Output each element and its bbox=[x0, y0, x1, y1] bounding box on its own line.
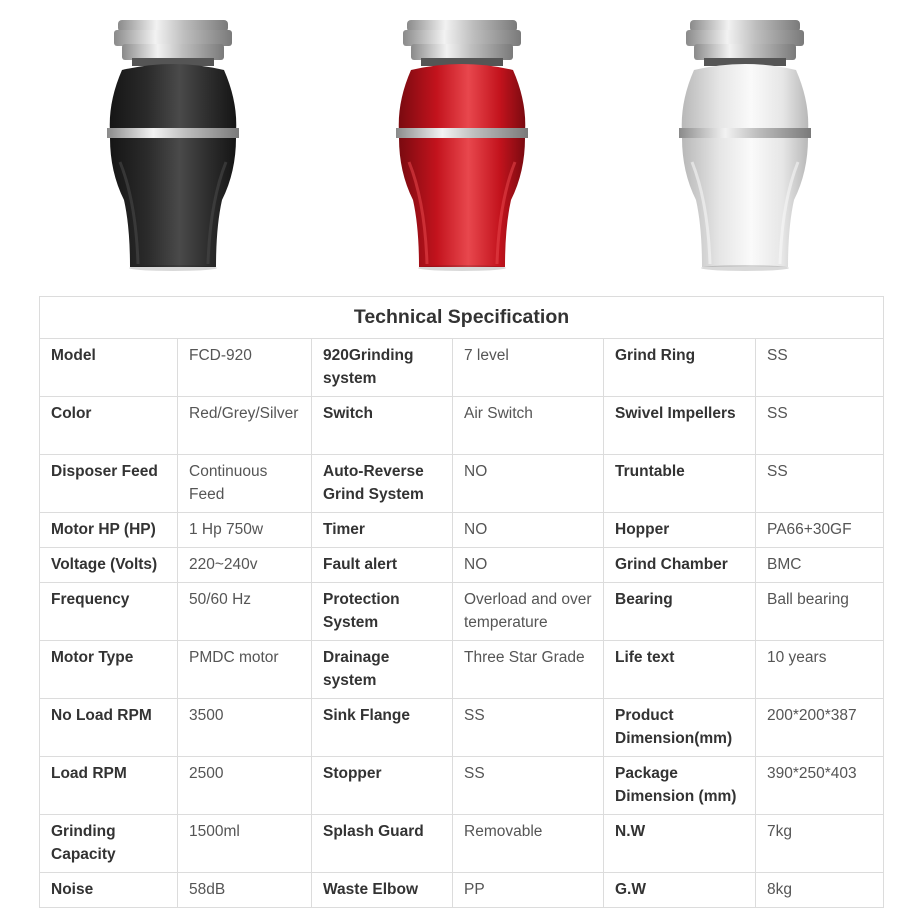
spec-label: Hopper bbox=[604, 513, 756, 548]
table-row bbox=[40, 815, 884, 873]
table-row bbox=[40, 757, 884, 815]
spec-value: 1500ml bbox=[178, 815, 312, 873]
spec-value: 10 years bbox=[756, 641, 884, 699]
spec-value: 220~240v bbox=[178, 548, 312, 583]
spec-value: 3500 bbox=[178, 699, 312, 757]
spec-label: Package Dimension (mm) bbox=[604, 757, 756, 815]
spec-value: Air Switch bbox=[453, 397, 604, 455]
product-images bbox=[0, 0, 921, 290]
spec-value: 58dB bbox=[178, 873, 312, 908]
spec-label: Switch bbox=[312, 397, 453, 455]
spec-value: SS bbox=[453, 757, 604, 815]
spec-label: Bearing bbox=[604, 583, 756, 641]
product-image-white bbox=[670, 12, 820, 274]
spec-label: Truntable bbox=[604, 455, 756, 513]
spec-value: PP bbox=[453, 873, 604, 908]
table-row bbox=[40, 339, 884, 397]
table-row bbox=[40, 873, 884, 908]
spec-label: Drainage system bbox=[312, 641, 453, 699]
spec-value: Ball bearing bbox=[756, 583, 884, 641]
disposer-red-icon bbox=[387, 12, 537, 274]
spec-label: Motor HP (HP) bbox=[40, 513, 178, 548]
spec-value: NO bbox=[453, 513, 604, 548]
table-row bbox=[40, 641, 884, 699]
spec-value: 1 Hp 750w bbox=[178, 513, 312, 548]
spec-label: Stopper bbox=[312, 757, 453, 815]
table-row bbox=[40, 513, 884, 548]
spec-value: Three Star Grade bbox=[453, 641, 604, 699]
table-row bbox=[40, 397, 884, 455]
spec-label: Disposer Feed bbox=[40, 455, 178, 513]
spec-label: Splash Guard bbox=[312, 815, 453, 873]
spec-value: 7kg bbox=[756, 815, 884, 873]
spec-value: 200*200*387 bbox=[756, 699, 884, 757]
spec-value: PA66+30GF bbox=[756, 513, 884, 548]
table-row bbox=[40, 699, 884, 757]
spec-label: No Load RPM bbox=[40, 699, 178, 757]
spec-value: PMDC motor bbox=[178, 641, 312, 699]
spec-value: 50/60 Hz bbox=[178, 583, 312, 641]
table-row bbox=[40, 455, 884, 513]
spec-label: Color bbox=[40, 397, 178, 455]
spec-label: G.W bbox=[604, 873, 756, 908]
table-title: Technical Specification bbox=[40, 297, 884, 339]
spec-value: 7 level bbox=[453, 339, 604, 397]
spec-value: Overload and over temperature bbox=[453, 583, 604, 641]
spec-label: Waste Elbow bbox=[312, 873, 453, 908]
spec-value: 2500 bbox=[178, 757, 312, 815]
spec-value: SS bbox=[756, 339, 884, 397]
disposer-black-icon bbox=[98, 12, 248, 274]
spec-value: Continuous Feed bbox=[178, 455, 312, 513]
spec-label: Voltage (Volts) bbox=[40, 548, 178, 583]
spec-label: Swivel Impellers bbox=[604, 397, 756, 455]
spec-label: 920Grinding system bbox=[312, 339, 453, 397]
spec-value: 390*250*403 bbox=[756, 757, 884, 815]
spec-value: FCD-920 bbox=[178, 339, 312, 397]
spec-label: Grind Chamber bbox=[604, 548, 756, 583]
spec-value: SS bbox=[756, 455, 884, 513]
table-row bbox=[40, 583, 884, 641]
spec-label: Protection System bbox=[312, 583, 453, 641]
spec-value: BMC bbox=[756, 548, 884, 583]
spec-label: Motor Type bbox=[40, 641, 178, 699]
spec-label: Auto-Reverse Grind System bbox=[312, 455, 453, 513]
spec-value: NO bbox=[453, 455, 604, 513]
spec-value: NO bbox=[453, 548, 604, 583]
spec-label: N.W bbox=[604, 815, 756, 873]
spec-value: SS bbox=[756, 397, 884, 455]
spec-label: Timer bbox=[312, 513, 453, 548]
spec-label: Grinding Capacity bbox=[40, 815, 178, 873]
spec-label: Product Dimension(mm) bbox=[604, 699, 756, 757]
spec-label: Fault alert bbox=[312, 548, 453, 583]
spec-label: Sink Flange bbox=[312, 699, 453, 757]
spec-label: Grind Ring bbox=[604, 339, 756, 397]
spec-label: Load RPM bbox=[40, 757, 178, 815]
product-image-black bbox=[98, 12, 248, 274]
spec-label: Frequency bbox=[40, 583, 178, 641]
disposer-white-icon bbox=[670, 12, 820, 274]
table-row bbox=[40, 548, 884, 583]
product-image-red bbox=[387, 12, 537, 274]
spec-label: Life text bbox=[604, 641, 756, 699]
spec-value: Red/Grey/Silver bbox=[178, 397, 312, 455]
spec-table bbox=[39, 296, 884, 908]
spec-label: Model bbox=[40, 339, 178, 397]
spec-label: Noise bbox=[40, 873, 178, 908]
spec-value: 8kg bbox=[756, 873, 884, 908]
spec-value: SS bbox=[453, 699, 604, 757]
spec-value: Removable bbox=[453, 815, 604, 873]
